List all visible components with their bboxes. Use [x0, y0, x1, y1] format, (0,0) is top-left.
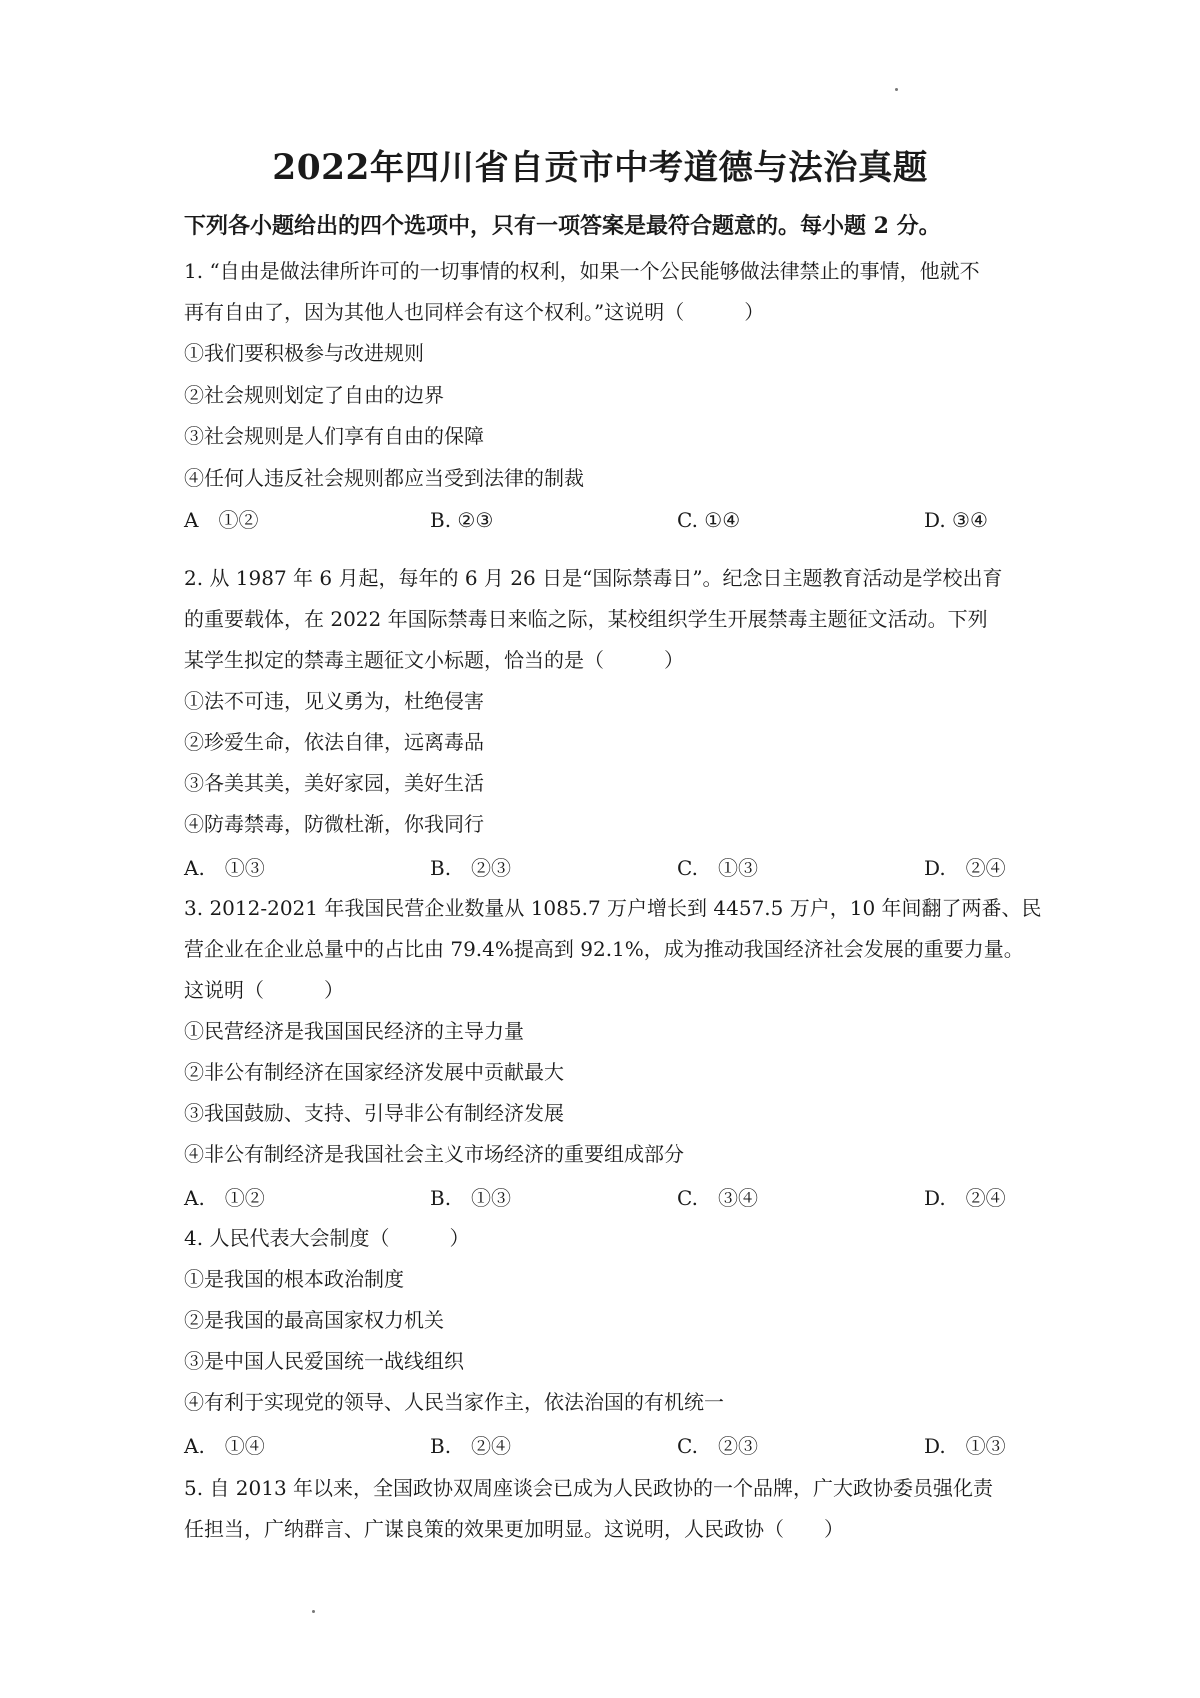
- question-3-option-d: D. ②④: [924, 1186, 1006, 1210]
- question-3-statement: ④非公有制经济是我国社会主义市场经济的重要组成部分: [184, 1142, 684, 1166]
- scan-speck: [895, 88, 898, 91]
- question-2-stem-line: 的重要载体，在 2022 年国际禁毒日来临之际，某校组织学生开展禁毒主题征文活动。下列: [184, 607, 988, 631]
- question-3-stem-line: 3. 2012-2021 年我国民营企业数量从 1085.7 万户增长到 4457.5 万户，10 年间翻了两番、民: [184, 896, 1042, 920]
- question-3-statement: ③我国鼓励、支持、引导非公有制经济发展: [184, 1101, 564, 1125]
- question-4-option-c: C. ②③: [677, 1434, 758, 1458]
- question-4-stem-line: 4. 人民代表大会制度（ ）: [184, 1226, 470, 1250]
- scan-speck: [312, 1610, 315, 1613]
- question-4-option-d: D. ①③: [924, 1434, 1006, 1458]
- question-4-statement: ④有利于实现党的领导、人民当家作主，依法治国的有机统一: [184, 1390, 724, 1414]
- question-3-option-c: C. ③④: [677, 1186, 758, 1210]
- page-title: 2022年四川省自贡市中考道德与法治真题: [272, 148, 928, 188]
- question-3-option-a: A. ①②: [184, 1186, 265, 1210]
- question-4-option-b: B. ②④: [430, 1434, 512, 1458]
- question-4-statement: ①是我国的根本政治制度: [184, 1267, 404, 1291]
- question-2-statement: ④防毒禁毒，防微杜渐，你我同行: [184, 812, 484, 836]
- question-2-stem-line: 某学生拟定的禁毒主题征文小标题，恰当的是（ ）: [184, 648, 684, 672]
- question-1-option-a: A ①②: [184, 508, 259, 532]
- question-2-statement: ③各美其美，美好家园，美好生活: [184, 771, 484, 795]
- question-2-statement: ②珍爱生命，依法自律，远离毒品: [184, 730, 484, 754]
- question-3-option-b: B. ①③: [430, 1186, 512, 1210]
- question-4-option-a: A. ①④: [184, 1434, 265, 1458]
- question-1-option-d: D. ③④: [924, 508, 988, 532]
- question-2-stem-line: 2. 从 1987 年 6 月起，每年的 6 月 26 日是“国际禁毒日”。纪念日主题教育活动是学校出育: [184, 566, 1003, 590]
- question-2-option-b: B. ②③: [430, 856, 512, 880]
- question-2-option-a: A. ①③: [184, 856, 265, 880]
- question-1-option-b: B. ②③: [430, 508, 494, 532]
- question-3-stem-line: 这说明（ ）: [184, 978, 344, 1002]
- question-5-stem-line: 任担当，广纳群言、广谋良策的效果更加明显。这说明，人民政协（ ）: [184, 1517, 844, 1541]
- question-1-statement: ④任何人违反社会规则都应当受到法律的制裁: [184, 466, 584, 490]
- question-1-statement: ①我们要积极参与改进规则: [184, 341, 424, 365]
- question-2-option-d: D. ②④: [924, 856, 1006, 880]
- question-2-statement: ①法不可违，见义勇为，杜绝侵害: [184, 689, 484, 713]
- question-3-statement: ②非公有制经济在国家经济发展中贡献最大: [184, 1060, 564, 1084]
- question-3-statement: ①民营经济是我国国民经济的主导力量: [184, 1019, 524, 1043]
- question-4-statement: ③是中国人民爱国统一战线组织: [184, 1349, 464, 1373]
- question-1-stem-line: 1. “自由是做法律所许可的一切事情的权利，如果一个公民能够做法律禁止的事情，他就不: [184, 259, 980, 283]
- question-1-statement: ②社会规则划定了自由的边界: [184, 383, 444, 407]
- section-instruction: 下列各小题给出的四个选项中，只有一项答案是最符合题意的。每小题 2 分。: [184, 213, 941, 239]
- question-4-statement: ②是我国的最高国家权力机关: [184, 1308, 444, 1332]
- question-1-option-c: C. ①④: [677, 508, 741, 532]
- question-5-stem-line: 5. 自 2013 年以来，全国政协双周座谈会已成为人民政协的一个品牌，广大政协委员强化责: [184, 1476, 994, 1500]
- question-3-stem-line: 营企业在企业总量中的占比由 79.4%提高到 92.1%，成为推动我国经济社会发展的重要力量。: [184, 937, 1024, 961]
- question-2-option-c: C. ①③: [677, 856, 758, 880]
- question-1-statement: ③社会规则是人们享有自由的保障: [184, 424, 484, 448]
- question-1-stem-line: 再有自由了，因为其他人也同样会有这个权利。”这说明（ ）: [184, 300, 765, 324]
